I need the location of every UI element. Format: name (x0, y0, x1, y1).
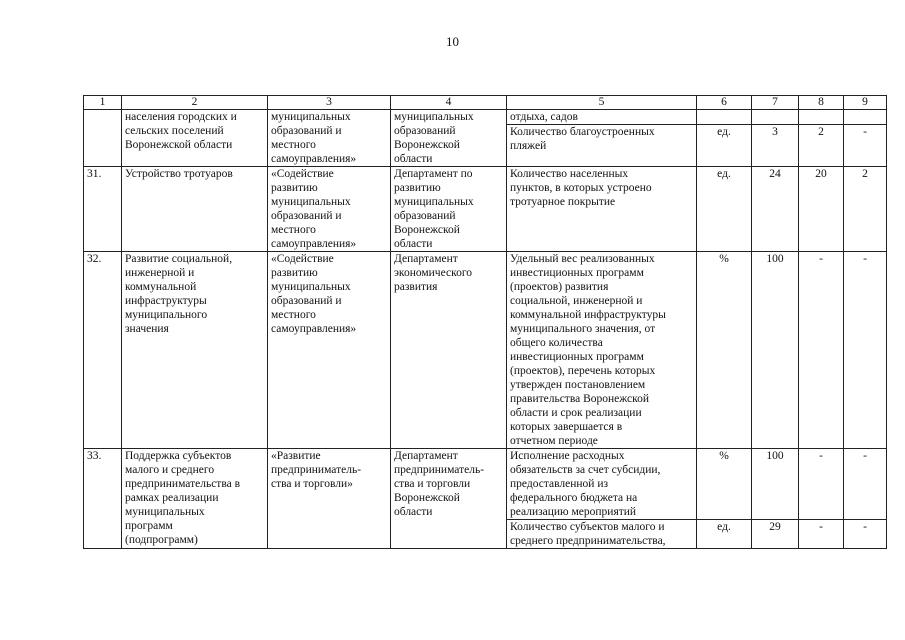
program-name: «Содействие развитию муниципальных образований и местного самоуправления» (268, 167, 391, 252)
indicator-sub: Исполнение расходных обязательств за счет субсидии, предоставленной из федерального бюджета на реализацию мероприятий (510, 450, 661, 518)
value-col7: 24 (752, 167, 799, 252)
executor: Департамент по развитию муниципальных образований Воронежской области (391, 167, 507, 252)
header-cell: 5 (507, 96, 697, 110)
value-col8: 20 (799, 167, 844, 252)
row-number: 32. (84, 252, 122, 449)
table-row (84, 252, 887, 449)
unit: % (697, 252, 752, 449)
header-cell: 2 (122, 96, 268, 110)
program-name: «Содействие развитию муниципальных образований и местного самоуправления» (268, 252, 391, 449)
row-number: 33. (84, 449, 122, 549)
value-col7: 3 (752, 110, 799, 167)
table-row (84, 167, 887, 252)
header-cell: 4 (391, 96, 507, 110)
header-cell: 9 (844, 96, 887, 110)
header-cell: 6 (697, 96, 752, 110)
event-name: Развитие социальной, инженерной и коммунальной инфраструктуры муниципального значения (122, 252, 268, 449)
program-name: «Развитие предприниматель- ства и торговли» (268, 449, 391, 549)
table-row (84, 110, 887, 167)
header-row (84, 96, 887, 110)
indicator-sub: Количество благоустроенных пляжей (507, 124, 696, 153)
program-name: муниципальных образований и местного самоуправления» (268, 110, 391, 167)
indicator: отдыха, садов Количество благоустроенных пляжей (507, 110, 697, 167)
value-col9: - - (844, 449, 887, 549)
unit: ед. (697, 167, 752, 252)
row-number: 31. (84, 167, 122, 252)
value-col8: - - (799, 449, 844, 549)
event-name: Устройство тротуаров (122, 167, 268, 252)
unit: ед. (697, 110, 752, 167)
indicator: Удельный вес реализованных инвестиционных программ (проектов) развития социальной, инженерной и коммунальной инфраструктуры муниципального значения, от общего количества инвестиционных программ (проектов), перечень которых утвержден постановлением правительства Воронежской области и срок реализации которых завершается в отчетном периоде (507, 252, 697, 449)
page-number: 10 (446, 34, 459, 49)
value-col7: 100 (752, 252, 799, 449)
indicator (507, 449, 697, 549)
value-col8: 2 (799, 110, 844, 167)
indicator-sub: Количество субъектов малого и среднего предпринимательства, (507, 519, 696, 548)
event-name: населения городских и сельских поселений Воронежской области (122, 110, 268, 167)
value-col9: - (844, 252, 887, 449)
executor: Департамент экономического развития (391, 252, 507, 449)
header-cell: 7 (752, 96, 799, 110)
indicators-table (83, 95, 887, 549)
table-row (84, 449, 887, 549)
value-col9: - (844, 110, 887, 167)
value-col9: 2 (844, 167, 887, 252)
value-col7: 100 29 (752, 449, 799, 549)
executor: Департамент предприниматель- ства и торговли Воронежской области (391, 449, 507, 549)
row-number (84, 110, 122, 167)
executor: муниципальных образований Воронежской области (391, 110, 507, 167)
event-name: Поддержка субъектов малого и среднего предпринимательства в рамках реализации муниципальных программ (подпрограмм) (122, 449, 268, 549)
unit: % ед. (697, 449, 752, 549)
header-cell: 1 (84, 96, 122, 110)
header-cell: 8 (799, 96, 844, 110)
value-col8: - (799, 252, 844, 449)
indicator: Количество населенных пунктов, в которых устроено тротуарное покрытие (507, 167, 697, 252)
header-cell: 3 (268, 96, 391, 110)
